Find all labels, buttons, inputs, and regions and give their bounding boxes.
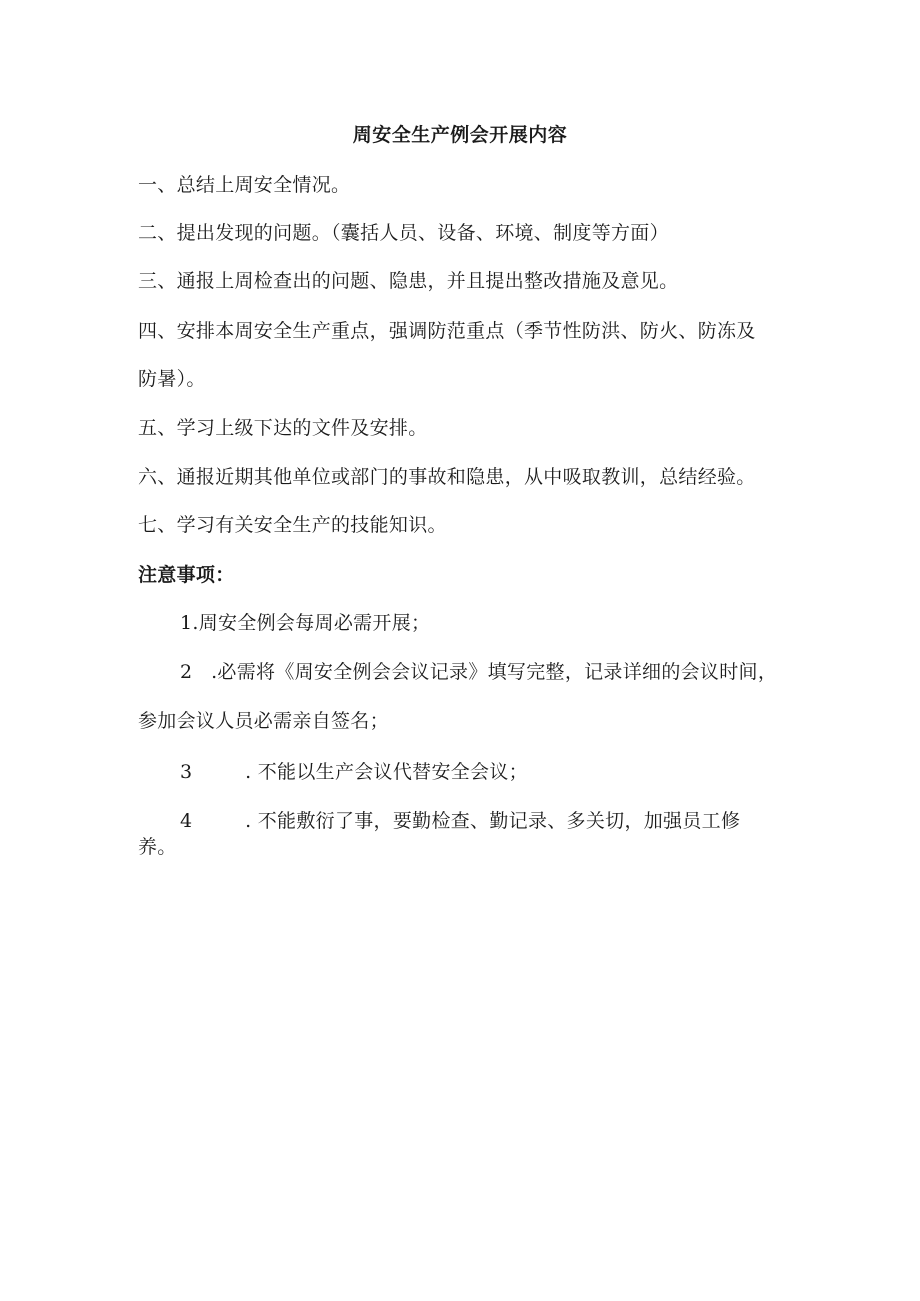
item-7: 七、学习有关安全生产的技能知识。 (138, 514, 447, 536)
note-2-text: .必需将《周安全例会会议记录》填写完整，记录详细的会议时间， (211, 661, 778, 683)
item-2: 二、提出发现的问题。（囊括人员、设备、环境、制度等方面） (138, 222, 669, 244)
document-title: 周安全生产例会开展内容 (352, 124, 568, 146)
note-2-continued: 参加会议人员必需亲自签名； (138, 710, 389, 732)
item-4: 四、安排本周安全生产重点，强调防范重点（季节性防洪、防火、防冻及 (138, 320, 756, 342)
item-5: 五、学习上级下达的文件及安排。 (138, 417, 428, 439)
item-6: 六、通报近期其他单位或部门的事故和隐患，从中吸取教训，总结经验。 (138, 466, 756, 488)
note-4-continued: 养。 (138, 836, 177, 858)
note-4-text: . 不能敷衍了事，要勤检查、勤记录、多关切，加强员工修 (245, 810, 741, 832)
notes-heading: 注意事项： (138, 564, 235, 586)
note-1: 1.周安全例会每周必需开展； (180, 612, 431, 634)
item-4-continued: 防暑）。 (138, 368, 206, 390)
note-4 (180, 806, 740, 833)
note-3-number: 3 (180, 761, 193, 783)
item-3: 三、通报上周检查出的问题、隐患，并且提出整改措施及意见。 (138, 270, 679, 292)
item-1: 一、总结上周安全情况。 (138, 174, 351, 196)
note-2 (180, 657, 777, 684)
note-3 (180, 757, 528, 784)
note-2-number: 2 (180, 661, 193, 683)
note-4-number: 4 (180, 810, 193, 832)
note-3-text: . 不能以生产会议代替安全会议； (245, 761, 528, 783)
